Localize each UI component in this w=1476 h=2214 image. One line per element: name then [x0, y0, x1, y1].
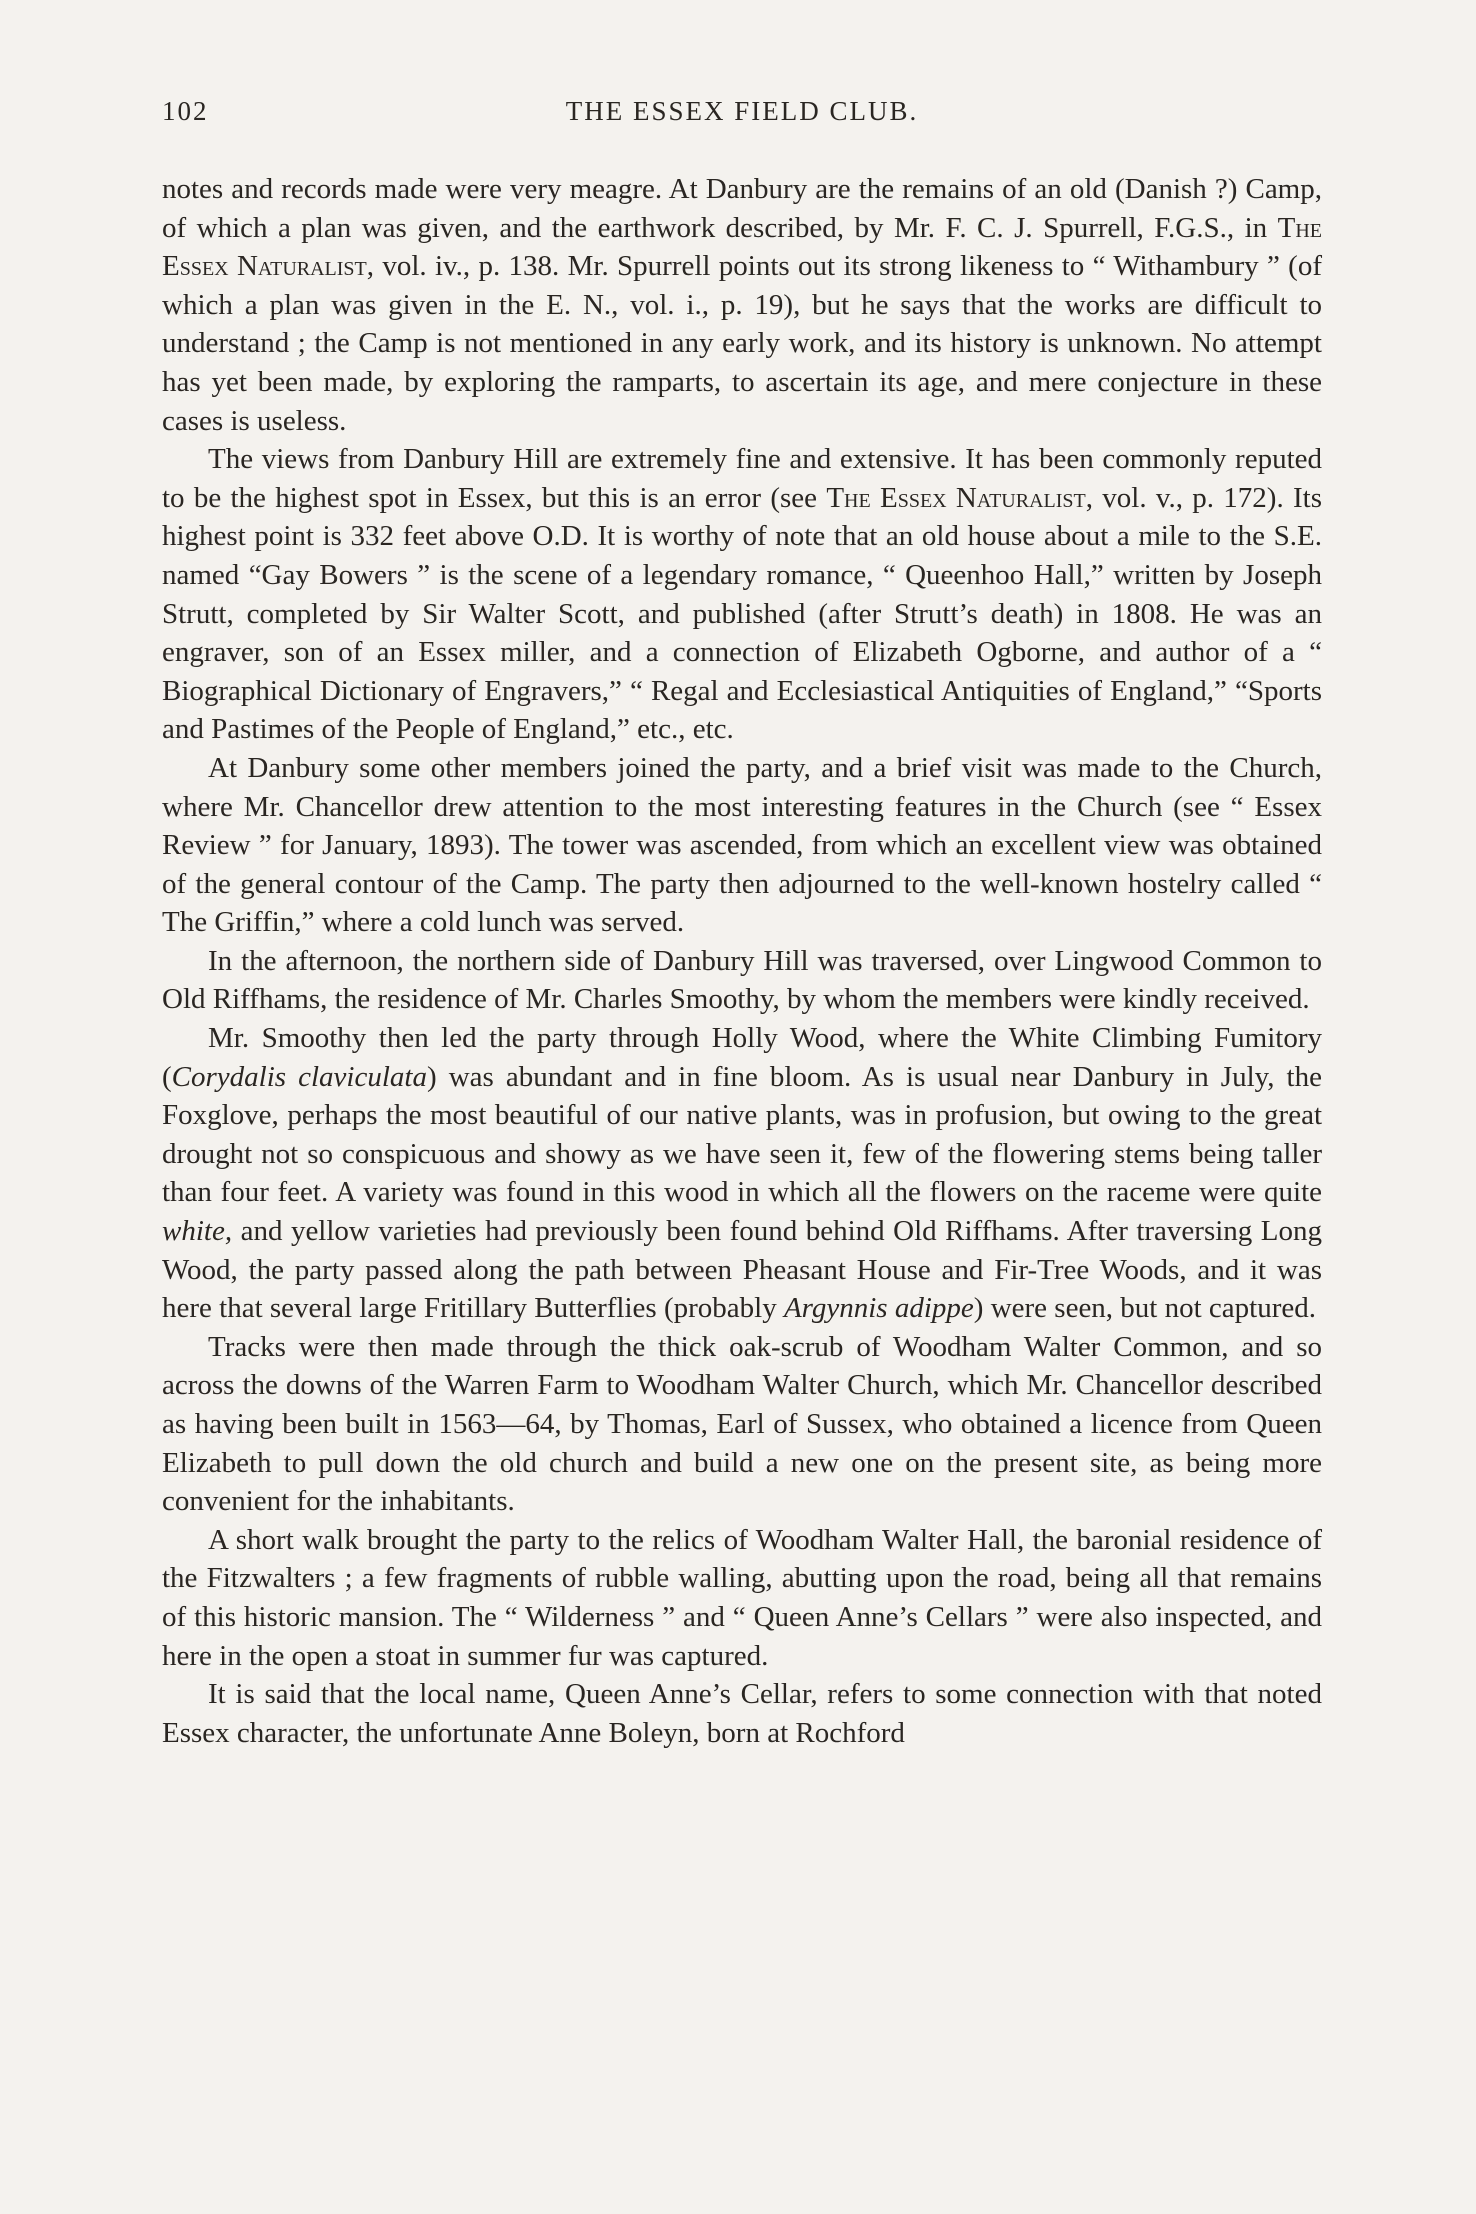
- text-run: and yellow varieties had previously been found behind Old Riffhams. After traversing Long Wood, the party passed along the path between Pheasant House and Fir-Tree Woods, and it was here that several large Fritillary Butterflies (probably: [162, 1215, 1322, 1325]
- text-run: ) was abundant and in fine bloom. As is usual near Danbury in July, the Foxglove, perhaps the most beautiful of our native plants, was in profusion, but owing to the great drought not so conspicuous and showy as we have seen it, few of the flowering stems being taller than four feet. A variety was found in this wood in which all the flowers on the raceme were quite: [162, 1060, 1322, 1209]
- running-head: [162, 96, 1322, 136]
- text-run: , vol. v., p. 172). Its highest point is 332 feet above O.D. It is worthy of note that an old house about a mile to the S.E. named “Gay Bowers ” is the scene of a legendary romance, “ Queenhoo Hall,” written by Joseph Strutt, completed by Sir Walter Scott, and published (after Strutt’s death) in 1808. He was an engraver, son of an Essex miller, and a connection of Elizabeth Ogborne, and author of a “ Biographical Dictionary of Engravers,” “ Regal and Ecclesiastical Antiquities of England,” “Sports and Pastimes of the People of England,” etc., etc.: [162, 481, 1323, 746]
- emphasis: white,: [162, 1215, 233, 1248]
- text-run: , vol. iv., p. 138. Mr. Spurrell points out its strong likeness to “ Withambury ” (of which a plan was given in the E. N., vol. i., p. 19), but he says that the works are difficult to understand ; the Camp is not mentioned in any early work, and its history is unknown. No attempt has yet been made, by exploring the ramparts, to ascertain its age, and mere conjecture in these cases is useless.: [162, 250, 1322, 437]
- text-run: ) were seen, but not captured.: [973, 1292, 1317, 1325]
- paragraph: Tracks were then made through the thick oak-scrub of Woodham Walter Common, and so across the downs of the Warren Farm to Woodham Walter Church, which Mr. Chancellor described as having been built in 1563—64, by Thomas, Earl of Sussex, who obtained a licence from Queen Elizabeth to pull down the old church and build a new one on the present site, as being more convenient for the inhabitants.: [162, 1330, 1322, 1518]
- body-text: [162, 170, 1322, 1752]
- paragraph: A short walk brought the party to the relics of Woodham Walter Hall, the baronial residence of the Fitzwalters ; a few fragments of rubble walling, abutting upon the road, being all that remains of this historic mansion. The “ Wilderness ” and “ Queen Anne’s Cellars ” were also inspected, and here in the open a stoat in summer fur was captured.: [162, 1523, 1322, 1672]
- text-run: The views from Danbury Hill are extremely fine and extensive. It has been commonly reputed to be the highest spot in Essex, but this is an error (see: [162, 443, 1322, 514]
- paragraph: [162, 170, 1322, 440]
- journal-title: The Essex Naturalist: [826, 481, 1086, 514]
- text-run: notes and records made were very meagre. At Danbury are the remains of an old (Danish ?) Camp, of which a plan was given, and the earthwork described, by Mr. F. C. J. Spurrell, F.G.S., in: [162, 173, 1322, 244]
- paragraph: [162, 1019, 1322, 1328]
- paragraph: [162, 440, 1322, 749]
- text-run: Mr. Smoothy then led the party through Holly Wood, where the White Climbing Fumitory (: [162, 1022, 1322, 1093]
- species-name: Argynnis adippe: [783, 1292, 974, 1325]
- paragraph: In the afternoon, the northern side of Danbury Hill was traversed, over Lingwood Common to Old Riffhams, the residence of Mr. Charles Smoothy, by whom the members were kindly received.: [162, 944, 1322, 1016]
- species-name: Corydalis claviculata: [171, 1060, 427, 1093]
- running-title: THE ESSEX FIELD CLUB.: [565, 96, 919, 126]
- paragraph: At Danbury some other members joined the party, and a brief visit was made to the Church, where Mr. Chancellor drew attention to the most interesting features in the Church (see “ Essex Review ” for January, 1893). The tower was ascended, from which an excellent view was obtained of the general contour of the Camp. The party then adjourned to the well-known hostelry called “ The Griffin,” where a cold lunch was served.: [162, 751, 1322, 939]
- journal-title: The Essex Naturalist: [162, 211, 1322, 283]
- paragraph: It is said that the local name, Queen Anne’s Cellar, refers to some connection with that noted Essex character, the unfortunate Anne Boleyn, born at Rochford: [162, 1678, 1322, 1749]
- page-number: 102: [162, 96, 209, 126]
